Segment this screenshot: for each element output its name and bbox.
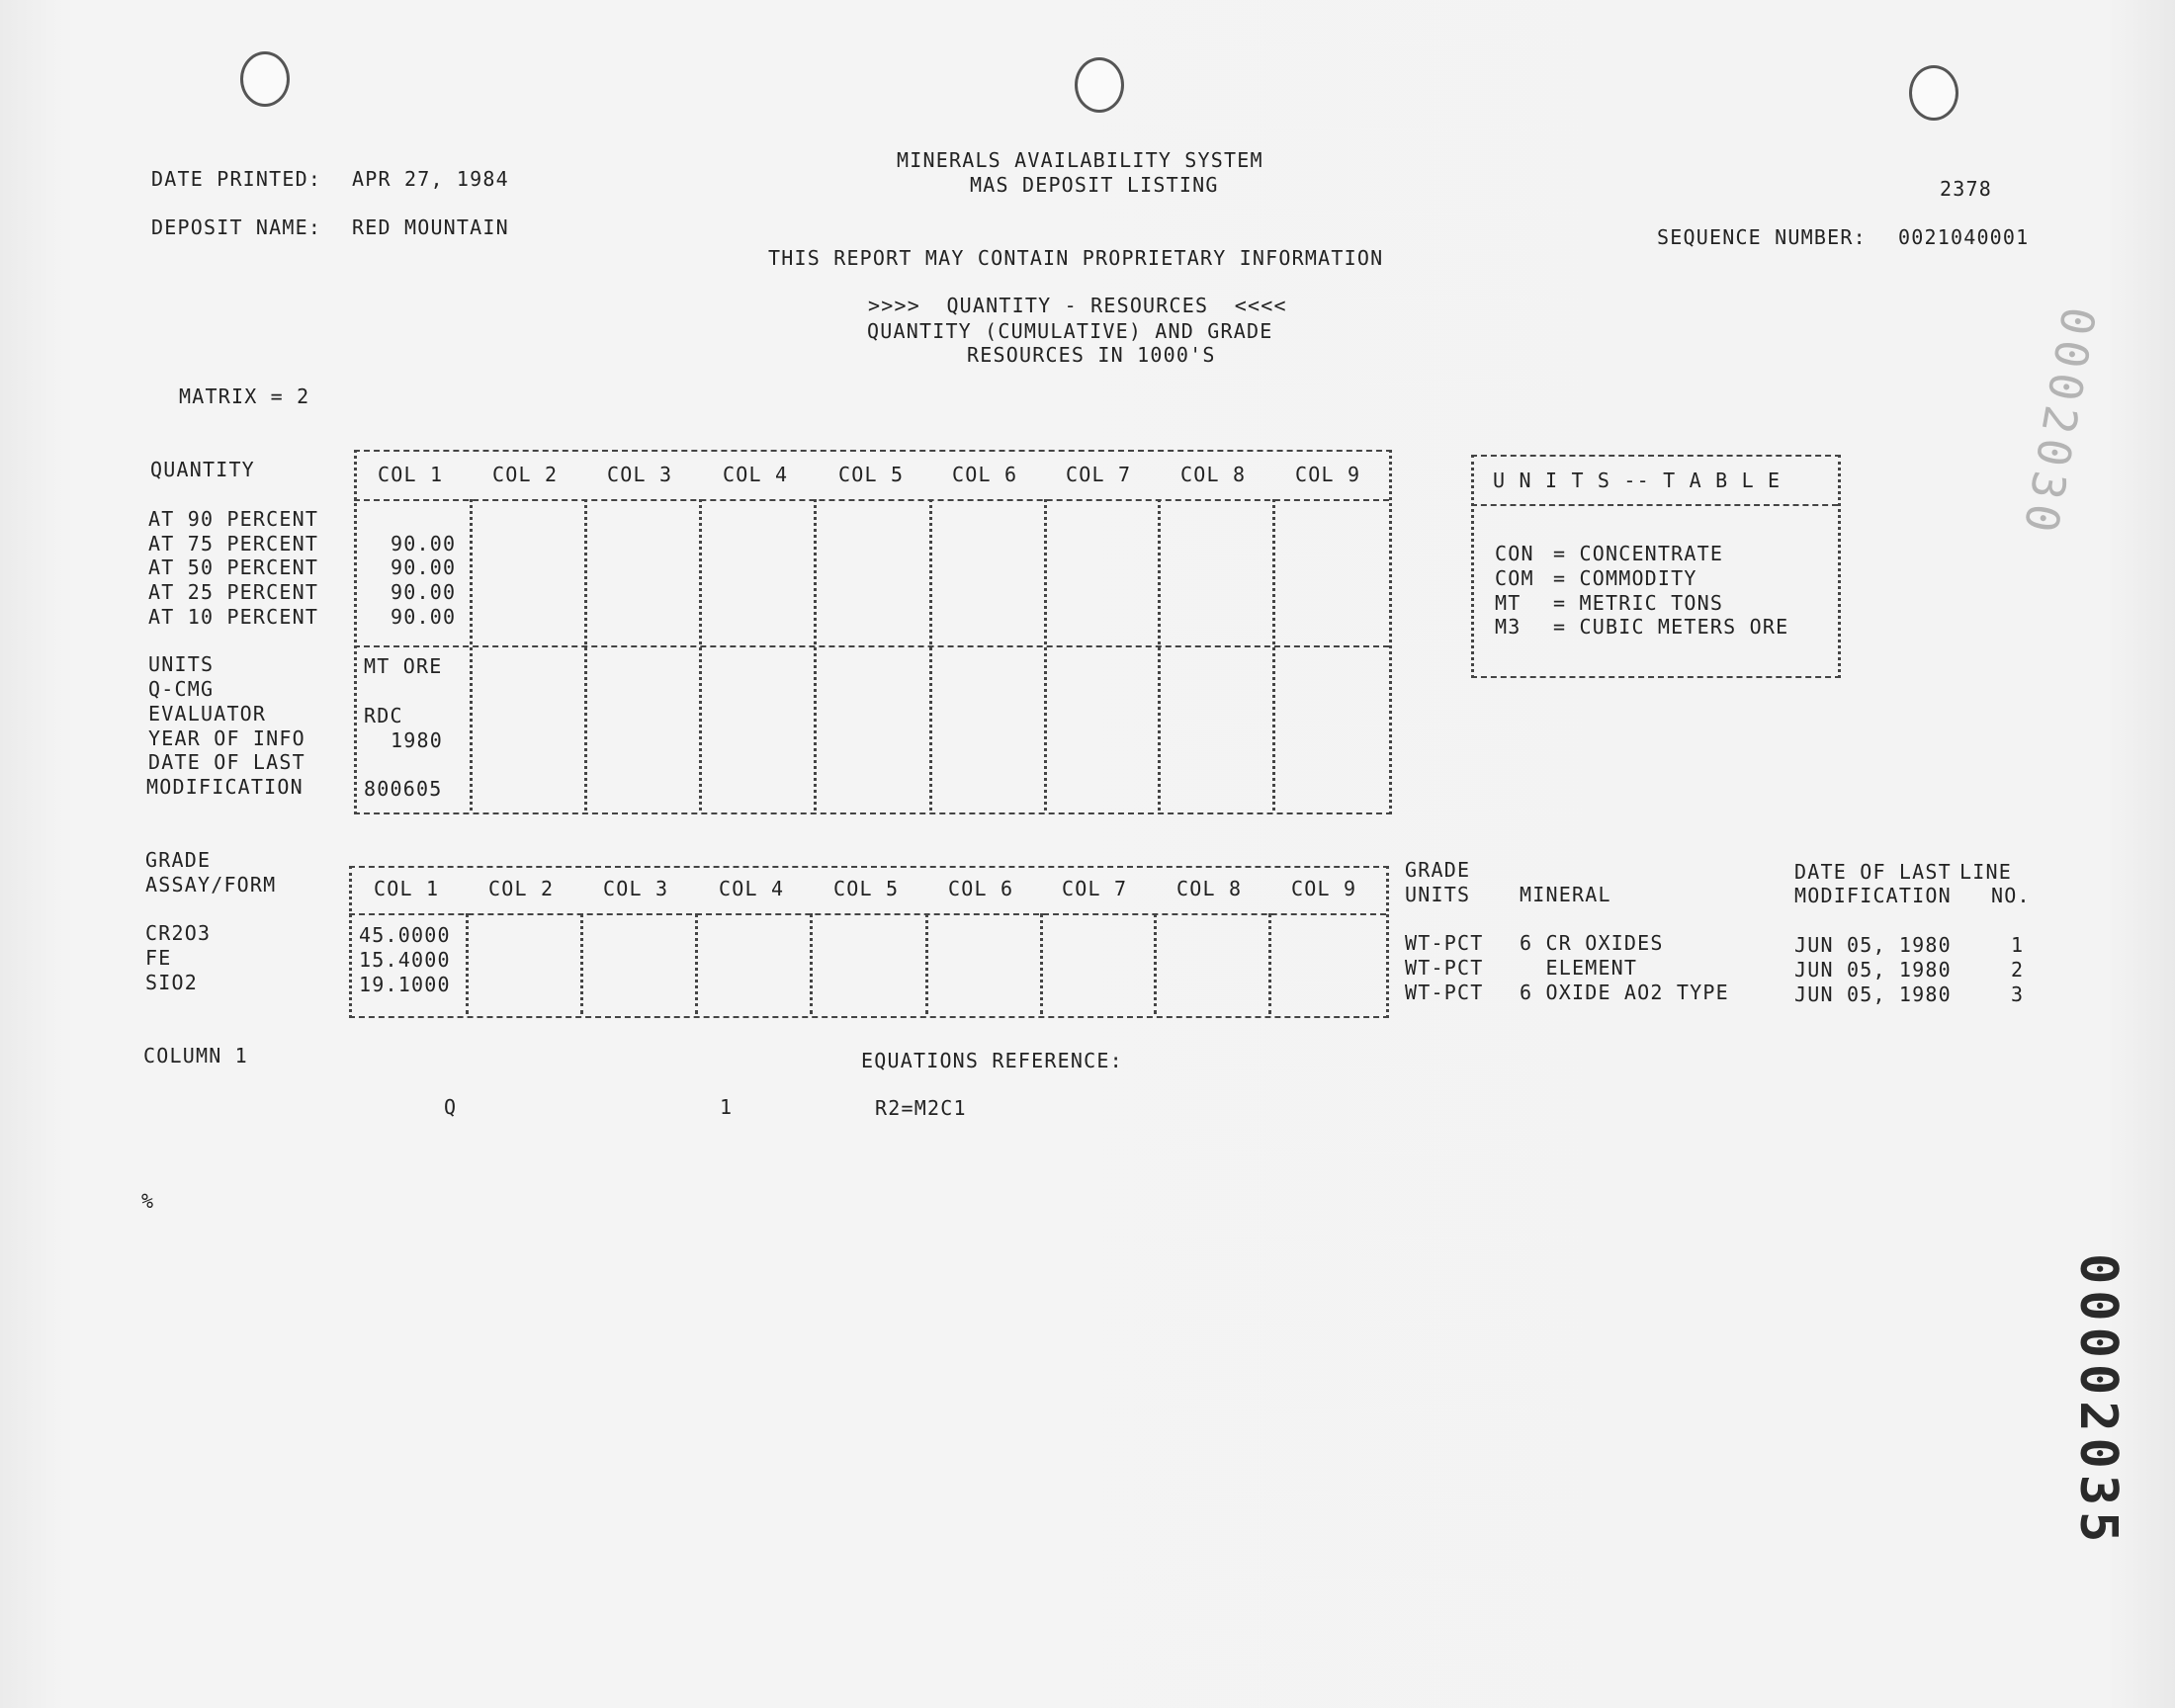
quantity-body-divider [354, 645, 1389, 647]
equation-number: 1 [720, 1095, 734, 1119]
modification-header: MODIFICATION [1794, 884, 1952, 907]
table-row-label: AT 25 PERCENT [148, 580, 319, 604]
table-row-label: AT 10 PERCENT [148, 605, 319, 629]
equation-q: Q [444, 1095, 458, 1119]
grade-units-cell: WT-PCT [1405, 931, 1484, 955]
quantity-header-divider [354, 499, 1389, 501]
units-code: CON [1495, 542, 1534, 565]
grade-units-header: GRADE [1405, 858, 1471, 882]
assay-label: FE [145, 946, 172, 970]
quantity-col-header: COL 5 [838, 463, 905, 486]
matrix-label: MATRIX = 2 [179, 384, 310, 408]
table-cell: 1980 [391, 728, 443, 752]
line-number-cell: 2 [2011, 958, 2025, 982]
units-code: MT [1495, 591, 1522, 615]
listing-title: MAS DEPOSIT LISTING [970, 173, 1219, 197]
grade-units-cell: WT-PCT [1405, 981, 1484, 1004]
line-header: LINE [1959, 860, 2012, 884]
column-divider [695, 913, 698, 1014]
quantity-col-header: COL 7 [1066, 463, 1132, 486]
page-number: 2378 [1940, 177, 1992, 201]
deposit-name-value: RED MOUNTAIN [352, 215, 509, 239]
column-divider [470, 499, 473, 811]
equation-value: R2=M2C1 [875, 1096, 967, 1120]
column-divider [1272, 499, 1275, 811]
column-divider [580, 913, 583, 1014]
column-divider [1040, 913, 1043, 1014]
table-row-label: AT 90 PERCENT [148, 507, 319, 531]
sequence-number-value: 0021040001 [1898, 225, 2030, 249]
grade-col-header: COL 1 [374, 877, 440, 900]
units-meaning: = METRIC TONS [1553, 591, 1724, 615]
column-divider [699, 499, 702, 811]
column-divider [466, 913, 469, 1014]
quantity-col-header: COL 1 [378, 463, 444, 486]
line-number-cell: 3 [2011, 982, 2025, 1006]
proprietary-notice: THIS REPORT MAY CONTAIN PROPRIETARY INFORMATION [768, 246, 1384, 270]
column-divider [1268, 913, 1271, 1014]
table-row-label: UNITS [148, 652, 215, 676]
column-divider [810, 913, 813, 1014]
column-divider [1158, 499, 1161, 811]
assay-label: SIO2 [145, 971, 198, 994]
table-cell: 15.4000 [359, 948, 451, 972]
units-code: M3 [1495, 615, 1522, 639]
table-cell: RDC [364, 704, 403, 727]
column-divider [584, 499, 587, 811]
section-subtitle: QUANTITY (CUMULATIVE) AND GRADE [867, 319, 1273, 343]
line-no-header: NO. [1991, 884, 2031, 907]
column-divider [814, 499, 817, 811]
grade-col-header: COL 8 [1176, 877, 1243, 900]
grade-label: GRADE [145, 848, 212, 872]
grade-col-header: COL 7 [1062, 877, 1128, 900]
column-label: COLUMN 1 [143, 1044, 248, 1068]
table-row-label: Q-CMG [148, 677, 215, 701]
units-meaning: = CUBIC METERS ORE [1553, 615, 1789, 639]
date-of-last-header: DATE OF LAST [1794, 860, 1952, 884]
table-cell: 90.00 [391, 605, 457, 629]
quantity-col-header: COL 3 [607, 463, 673, 486]
mineral-cell: ELEMENT [1520, 956, 1638, 980]
assay-label: CR2O3 [145, 921, 212, 945]
modification-date-cell: JUN 05, 1980 [1794, 958, 1952, 982]
quantity-col-header: COL 9 [1295, 463, 1361, 486]
table-row-label: AT 50 PERCENT [148, 555, 319, 579]
column-divider [925, 913, 928, 1014]
table-row-label: YEAR OF INFO [148, 726, 305, 750]
quantity-col-header: COL 8 [1180, 463, 1247, 486]
grade-col-header: COL 4 [719, 877, 785, 900]
units-meaning: = COMMODITY [1553, 566, 1697, 590]
binder-hole-center [1075, 57, 1124, 113]
table-cell: MT ORE [364, 654, 443, 678]
table-row-label: EVALUATOR [148, 702, 267, 726]
units-code: COM [1495, 566, 1534, 590]
units-table-divider [1471, 504, 1838, 506]
equations-reference-label: EQUATIONS REFERENCE: [861, 1049, 1123, 1072]
table-cell: 800605 [364, 777, 443, 801]
percent-mark: % [141, 1189, 155, 1213]
faint-document-number-stamp: 0002030 [2012, 302, 2106, 543]
system-title: MINERALS AVAILABILITY SYSTEM [897, 148, 1263, 172]
quantity-col-header: COL 6 [952, 463, 1018, 486]
table-cell: 90.00 [391, 555, 457, 579]
column-divider [1044, 499, 1047, 811]
table-cell: 90.00 [391, 580, 457, 604]
table-row-label: MODIFICATION [146, 775, 304, 799]
mineral-cell: 6 CR OXIDES [1520, 931, 1664, 955]
table-row-label: AT 75 PERCENT [148, 532, 319, 555]
modification-date-cell: JUN 05, 1980 [1794, 933, 1952, 957]
table-row-label: DATE OF LAST [148, 750, 305, 774]
grade-units-cell: WT-PCT [1405, 956, 1484, 980]
column-divider [1154, 913, 1157, 1014]
column-divider [929, 499, 932, 811]
quantity-table-frame [354, 450, 1392, 814]
grade-col-header: COL 6 [948, 877, 1014, 900]
section-title: >>>> QUANTITY - RESOURCES <<<< [868, 294, 1287, 317]
binder-hole-right [1909, 65, 1958, 121]
grade-col-header: COL 9 [1291, 877, 1357, 900]
table-cell: 45.0000 [359, 923, 451, 947]
section-units: RESOURCES IN 1000'S [967, 343, 1216, 367]
units-meaning: = CONCENTRATE [1553, 542, 1724, 565]
deposit-name-label: DEPOSIT NAME: [151, 215, 322, 239]
grade-col-header: COL 2 [488, 877, 555, 900]
assay-form-label: ASSAY/FORM [145, 873, 277, 897]
quantity-label: QUANTITY [150, 458, 255, 481]
document-number-stamp: 00002035 [2068, 1253, 2128, 1549]
grade-col-header: COL 3 [603, 877, 669, 900]
quantity-col-header: COL 2 [492, 463, 559, 486]
sequence-number-label: SEQUENCE NUMBER: [1657, 225, 1867, 249]
grade-units-header: UNITS [1405, 883, 1471, 906]
modification-date-cell: JUN 05, 1980 [1794, 982, 1952, 1006]
mineral-header: MINERAL [1520, 883, 1611, 906]
grade-col-header: COL 5 [833, 877, 900, 900]
units-table-title: U N I T S -- T A B L E [1493, 469, 1782, 492]
mineral-cell: 6 OXIDE AO2 TYPE [1520, 981, 1729, 1004]
binder-hole-left [240, 51, 290, 107]
line-number-cell: 1 [2011, 933, 2025, 957]
quantity-col-header: COL 4 [723, 463, 789, 486]
date-printed-value: APR 27, 1984 [352, 167, 509, 191]
table-cell: 90.00 [391, 532, 457, 555]
grade-header-divider [349, 913, 1386, 915]
date-printed-label: DATE PRINTED: [151, 167, 322, 191]
table-cell: 19.1000 [359, 973, 451, 996]
